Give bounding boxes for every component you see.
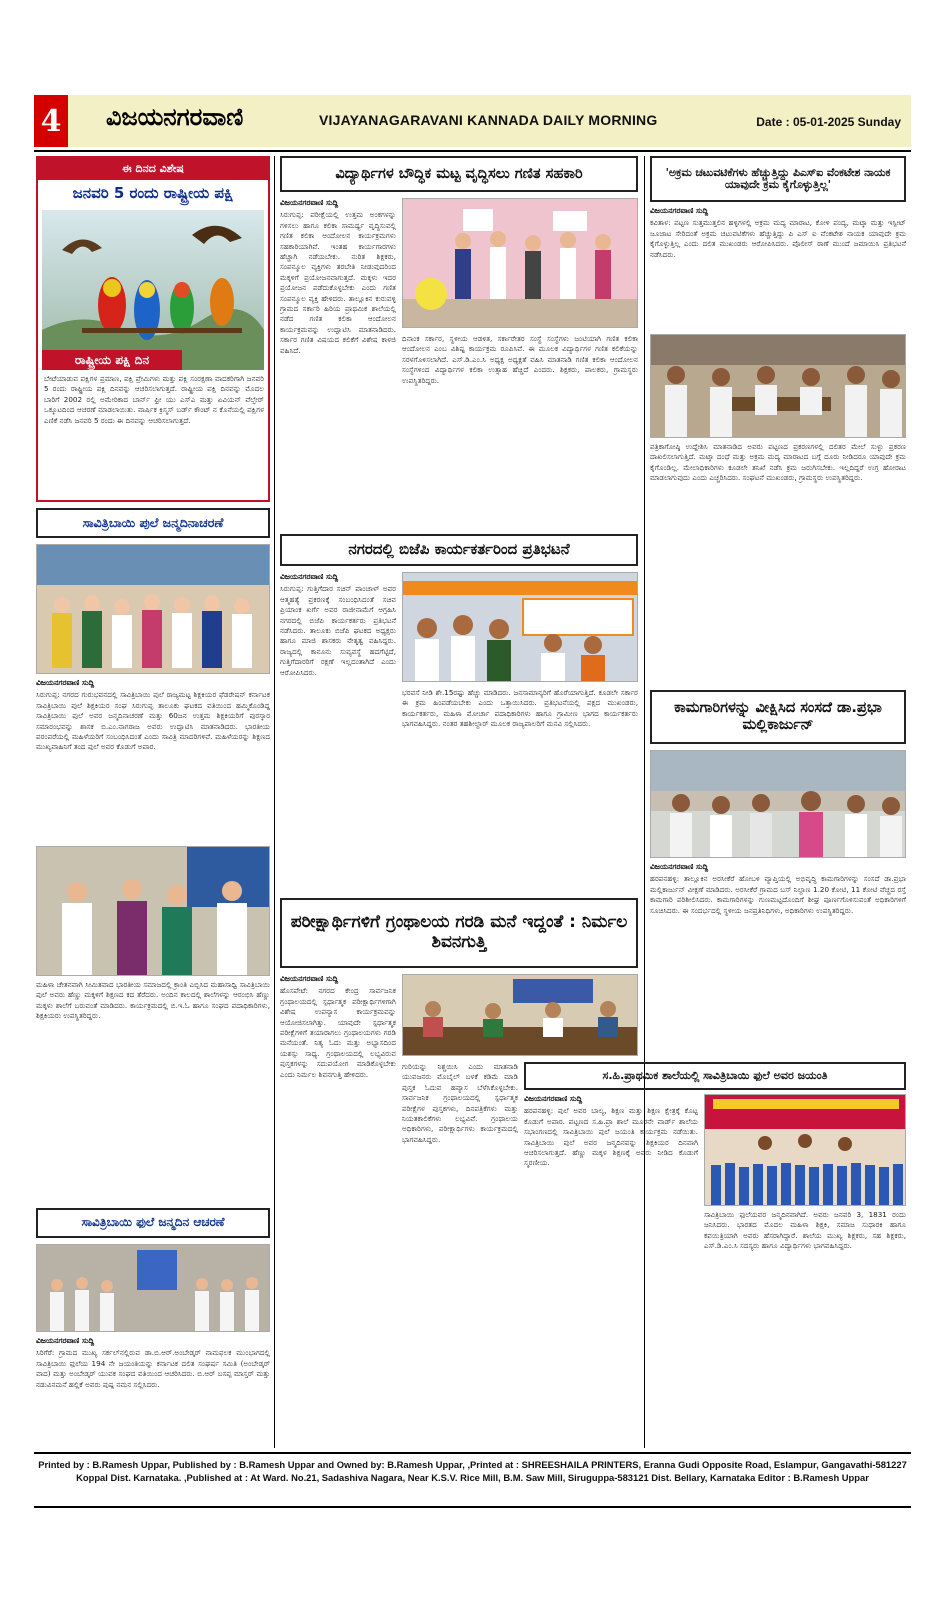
school-body-left — [524, 1094, 698, 1448]
school-text-left: ಹರಪನಹಳ್ಳಿ: ಪುಲೆ ಅವರ ಬಾಲ್ಯ, ಶಿಕ್ಷಣ ಮತ್ತು ಶಿಕ್ಷಣ ಕ್ಷೇತ್ರಕ್ಕೆ ಕೊಟ್ಟ ಕೊಡುಗೆ ಅಪಾರ. ಪಟ್ಟಣದ ಸ.ಹಿ.ಪ್ರಾ ಶಾಲೆ ಮೂರನೇ ವಾರ್ಡ್ ಶಾಲೆಯ ಸಭಾಂಗಣದಲ್ಲಿ ಸಾವಿತ್ರಿಬಾಯಿ ಪುಲೆ ಜಯಂತಿ ಕಾರ್ಯಕ್ರಮ ನಡೆಯಿತು. ಸಾವಿತ್ರಿಬಾಯಿ ಪುಲೆ ಅವರ ಜನ್ಮದಿನವನ್ನು ಶಿಕ್ಷಕಿಯರ ದಿನವಾಗಿ ಆಚರಿಸಲಾಗುತ್ತದೆ. ಹೆಣ್ಣು ಮಕ್ಕಳ ಶಿಕ್ಷಣಕ್ಕೆ ಅವರು ನೀಡಿದ ಕೊಡುಗೆ ಸ್ಮರಣೀಯ. — [524, 1106, 698, 1168]
bjp-text-left: ಸಿರುಗುಪ್ಪ: ಗುತ್ತಿಗೆದಾರ ಸಚಿನ್ ಪಾಂಚಾಳ್ ಅವರ ಆತ್ಮಹತ್ಯೆ ಪ್ರಕರಣಕ್ಕೆ ಸಂಬಂಧಿಸಿದಂತೆ ಸಚಿವ ಪ್ರಿಯಾಂಕ ಖರ್ಗೆ ಅವರ ರಾಜೀನಾಮೆಗೆ ಆಗ್ರಹಿಸಿ ನಗರದಲ್ಲಿ ಬಿಜೆಪಿ ಕಾರ್ಯಕರ್ತರು ಪ್ರತಿಭಟನೆ ನಡೆಸಿದರು. ತಾಲೂಕು ಬಿಜೆಪಿ ಘಟಕದ ಅಧ್ಯಕ್ಷರು ಹಾಗೂ ಮಾಜಿ ಶಾಸಕರು ನೇತೃತ್ವ ವಹಿಸಿದ್ದರು. ರಾಜ್ಯದಲ್ಲಿ ಕಾನೂನು ಸುವ್ಯವಸ್ಥೆ ಹದಗೆಟ್ಟಿದೆ, ಗುತ್ತಿಗೆದಾರರಿಗೆ ರಕ್ಷಣೆ ಇಲ್ಲದಂತಾಗಿದೆ ಎಂದು ಆರೋಪಿಸಿದರು. — [280, 584, 396, 677]
issue-date: Date : 05-01-2025 Sunday — [756, 115, 901, 129]
math-classroom-photo — [402, 198, 638, 328]
bjp-headline: ನಗರದಲ್ಲಿ ಬಿಜೆಪಿ ಕಾರ್ಯಕರ್ತರಿಂದ ಪ್ರತಿಭಟನೆ — [280, 534, 638, 566]
savitribai-body-1-cont: ಮಹಿಳಾ ಚೇತನವಾಗಿ ಸೀಮಿತವಾದ ಭಾರತೀಯ ಸಮಾಜದಲ್ಲಿ ಕ್ರಾಂತಿ ಎಬ್ಬಿಸಿದ ಮಹಾಸಾಧ್ವಿ ಸಾವಿತ್ರಿಬಾಯಿ ಪುಲೆ ಅವರು ಹೆಣ್ಣು ಮಕ್ಕಳಿಗೆ ಶಿಕ್ಷಣದ ಕದ ತೆರೆದರು. ಅಂದಿನ ಕಾಲದಲ್ಲಿ ಶಾಲೆಗಳನ್ನು ಆರಂಭಿಸಿ ಹೆಣ್ಣು ಮಕ್ಕಳು ಶಾಲೆಗೆ ಬರುವಂತೆ ಮಾಡಿದರು. ಕಾರ್ಯಕ್ರಮದಲ್ಲಿ ಬಿ.ಇ.ಓ ಹಾಗೂ ಸಂಘದ ಪದಾಧಿಕಾರಿಗಳು, ಶಿಕ್ಷಕಿಯರು ಉಪಸ್ಥಿತರಿದ್ದರು. — [36, 980, 270, 1021]
special-box — [36, 156, 270, 502]
newspaper-title-kannada: ವಿಜಯನಗರವಾಣಿ — [106, 103, 244, 131]
math-text-left: ಸಿರುಗುಪ್ಪ: ಪರೀಕ್ಷೆಯಲ್ಲಿ ಉತ್ತಮ ಅಂಕಗಳನ್ನು ಗಳಿಸಲು ಹಾಗೂ ಕಲಿಕಾ ಸಾಮರ್ಥ್ಯ ವೃದ್ಧಿಸುವಲ್ಲಿ ಗಣಿತ ಕಲಿಕಾ ಆಂದೋಲನ ಕಾರ್ಯಕ್ರಮಗಳು ಸಹಕಾರಿಯಾಗಿವೆ. ಇಂತಹ ಕಾರ್ಯಗಾರಗಳು ಹೆಚ್ಚಾಗಿ ನಡೆಯಬೇಕು. ನುರಿತ ಶಿಕ್ಷಕರು, ಸಂಪನ್ಮೂಲ ವ್ಯಕ್ತಿಗಳು ತರಬೇತಿ ನೀಡುವುದರಿಂದ ಮಕ್ಕಳಿಗೆ ಪ್ರಯೋಜನವಾಗುತ್ತದೆ. ಮಕ್ಕಳು ಇದರ ಪ್ರಯೋಜನ ಪಡೆದುಕೊಳ್ಳಬೇಕು ಎಂದು ಗಣಿತ ಸಂಪನ್ಮೂಲ ವ್ಯಕ್ತಿ ಹೇಳಿದರು. ತಾಲ್ಲೂಕಿನ ಕುರುವಳ್ಳಿ ಗ್ರಾಮದ ಸರ್ಕಾರಿ ಹಿರಿಯ ಪ್ರಾಥಮಿಕ ಶಾಲೆಯಲ್ಲಿ ನಡೆದ ಗಣಿತ ಕಲಿಕಾ ಆಂದೋಲನ ಕಾರ್ಯಕ್ರಮವನ್ನು ಉದ್ಘಾಟಿಸಿ ಮಾತನಾಡಿದರು. ಸರ್ಕಾರ ಗಣಿತ ವಿಷಯದ ಕಲಿಕೆಗೆ ವಿಶೇಷ ಕಾಳಜಿ ವಹಿಸಿದೆ. — [280, 210, 396, 355]
school-body-right: ಸಾವಿತ್ರಿಬಾಯಿ ಫುಲೆಯವರ ಜನ್ಮದಿನವಾಗಿದೆ. ಅವರು ಜನವರಿ 3, 1831 ರಂದು ಜನಿಸಿದರು. ಭಾರತದ ಮೊದಲ ಮಹಿಳಾ ಶಿಕ್ಷಕಿ, ಸಮಾಜ ಸುಧಾರಕಿ ಹಾಗೂ ಕವಯಿತ್ರಿಯಾಗಿ ಅವರು ಹೆಸರಾಗಿದ್ದಾರೆ. ಶಾಲೆಯ ಮುಖ್ಯ ಶಿಕ್ಷಕರು, ಸಹ ಶಿಕ್ಷಕರು, ಎಸ್.ಡಿ.ಎಂ.ಸಿ ಸದಸ್ಯರು ಹಾಗೂ ವಿದ್ಯಾರ್ಥಿಗಳು ಭಾಗವಹಿಸಿದ್ದರು. — [704, 1210, 906, 1251]
footer-rule-bottom — [34, 1506, 911, 1508]
library-text-left: ಹೊಸಪೇಟೆ: ನಗರದ ಕೇಂದ್ರ ಸಾರ್ವಜನಿಕ ಗ್ರಂಥಾಲಯದಲ್ಲಿ ಸ್ಪರ್ಧಾತ್ಮಕ ಪರೀಕ್ಷಾರ್ಥಿಗಳಿಗಾಗಿ ವಿಶೇಷ ಉಪನ್ಯಾಸ ಕಾರ್ಯಕ್ರಮವನ್ನು ಆಯೋಜಿಸಲಾಗಿತ್ತು. ಯಾವುದೇ ಸ್ಪರ್ಧಾತ್ಮಕ ಪರೀಕ್ಷೆಗಳಿಗೆ ತಯಾರಾಗಲು ಗ್ರಂಥಾಲಯಗಳು ಗರಡಿ ಮನೆಯಂತೆ. ನಿತ್ಯ ಓದು ಮತ್ತು ಅಭ್ಯಾಸದಿಂದ ಯಶಸ್ಸು ಸಾಧ್ಯ. ಗ್ರಂಥಾಲಯದಲ್ಲಿ ಲಭ್ಯವಿರುವ ಪುಸ್ತಕಗಳನ್ನು ಸದುಪಯೋಗ ಮಾಡಿಕೊಳ್ಳಬೇಕು ಎಂದು ನಿರ್ಮಲ ಶಿವನಗುತ್ತಿ ಹೇಳಿದರು. — [280, 986, 396, 1079]
savitribai-text-2: ಸಿರಿಗೆರೆ: ಗ್ರಾಮದ ಮುಖ್ಯ ಸರ್ಕಲ್‌ನಲ್ಲಿರುವ ಡಾ.ಬಿ.ಆರ್.ಅಂಬೇಡ್ಕರ್ ನಾಮಫಲಕ ಮುಂಭಾಗದಲ್ಲಿ ಸಾವಿತ್ರಿಬಾಯಿ ಫುಲೆಯ 194 ನೇ ಜಯಂತಿಯನ್ನು ಕರ್ನಾಟಕ ದಲಿತ ಸಂಘರ್ಷ ಸಮಿತಿ (ಅಂಬೇಡ್ಕರ್ ವಾದ) ಮತ್ತು ಅಂಬೇಡ್ಕರ್ ಯುವಕ ಸಂಘದ ವತಿಯಿಂದ ಆಚರಿಸಿದರು. ಬಿ.ಆರ್ ಬಸಪ್ಪ ಮಾಸ್ತರ್ ಮತ್ತು ನಡುವಿನಮನೆ ಹಲ್ಲಿಕೆ ಅವರು ಪುಷ್ಪ ನಮನ ಸಲ್ಲಿಸಿದರು. — [36, 1348, 270, 1389]
mp-body — [650, 862, 906, 1056]
footer-rule-top — [34, 1452, 911, 1454]
mp-text: ಹರಪನಹಳ್ಳಿ: ತಾಲ್ಲೂಕಿನ ಅರಸೀಕೆರೆ ಹೋಬಳಿ ವ್ಯಾಪ್ತಿಯಲ್ಲಿ ಅಭಿವೃದ್ಧಿ ಕಾಮಗಾರಿಗಳನ್ನು ಸಂಸದೆ ಡಾ.ಪ್ರಭಾ ಮಲ್ಲಿಕಾರ್ಜುನ್ ವೀಕ್ಷಣೆ ಮಾಡಿದರು. ಅರಸೀಕೆರೆ ಗ್ರಾಮದ ಬಸ್ ನಿಲ್ದಾಣ 1.20 ಕೋಟಿ, 11 ಕೋಟಿ ವೆಚ್ಚದ ರಸ್ತೆ ಕಾಮಗಾರಿ ಪರಿಶೀಲಿಸಿದರು. ಕಾಮಗಾರಿಗಳನ್ನು ಗುಣಮಟ್ಟದೊಂದಿಗೆ ಶೀಘ್ರ ಪೂರ್ಣಗೊಳಿಸುವಂತೆ ಅಧಿಕಾರಿಗಳಿಗೆ ಸೂಚಿಸಿದರು. ಈ ಸಂದರ್ಭದಲ್ಲಿ ಸ್ಥಳೀಯ ಜನಪ್ರತಿನಿಧಿಗಳು, ಅಧಿಕಾರಿಗಳು ಉಪಸ್ಥಿತರಿದ್ದರು. — [650, 874, 906, 915]
special-body: ಬೇಟೆಯಾಡುವ ಪಕ್ಷಿಗಳ ಪ್ರಮಾಣ, ಪಕ್ಷಿ ಪ್ರೇಮಿಗಳು ಮತ್ತು ಪಕ್ಷಿ ಸಂರಕ್ಷಣಾ ವಾದಕರಿಗಾಗಿ ಜನವರಿ 5 ರಂದು ರಾಷ್ಟ್ರೀಯ ಪಕ್ಷಿ ದಿನವನ್ನು ಆಚರಿಸಲಾಗುತ್ತದೆ. ರಾಷ್ಟ್ರೀಯ ಪಕ್ಷಿ ದಿನವನ್ನು ಮೊದಲ ಬಾರಿಗೆ 2002 ರಲ್ಲಿ ಅಮೇರಿಕಾದ ಬಾರ್ನ್ ಫ್ರೀ ಯು ಎಸ್ಎ ಮತ್ತು ಏವಿಯನ್ ವೆಲ್ಫೇರ್ ಒಕ್ಕೂಟದಿಂದ ಆಚರಣೆ ಮಾಡಲಾಯಿತು. ವಾರ್ಷಿಕ ಕ್ರಿಸ್ಮಸ್ ಬರ್ಡ್ ಕೌಂಟ್ ನ ಕೊನೆಯಲ್ಲಿ ಪಕ್ಷಿಗಳ ಎಣಿಕೆ ನಡೆಸಿ ಜನವರಿ 5 ರಂದು ಈ ದಿನವನ್ನು ಆಚರಿಸಲಾಗುತ್ತದೆ. — [44, 374, 264, 425]
special-label: ಈ ದಿನದ ವಿಶೇಷ — [38, 158, 268, 180]
akrama-body-top — [650, 206, 906, 330]
parrots-eagles-photo — [42, 210, 264, 370]
newspaper-title-english: VIJAYANAGARAVANI KANNADA DAILY MORNING — [319, 112, 658, 128]
math-byline: ವಿಜಯನಗರವಾಣಿ ಸುದ್ದಿ — [280, 198, 339, 207]
akrama-headline: 'ಅಕ್ರಮ ಚಟುವಟಿಕೆಗಳು ಹೆಚ್ಚುತ್ತಿದ್ದು ಪಿಎಸ್ಐ ವೆಂಕಟೇಶ ನಾಯಕ ಯಾವುದೇ ಕ್ರಮ ಕೈಗೊಳ್ಳುತ್ತಿಲ್ಲ' — [650, 156, 906, 202]
bjp-body-left — [280, 572, 396, 892]
math-body-left — [280, 198, 396, 528]
library-body-left — [280, 974, 396, 1448]
akrama-press-meet-photo — [650, 334, 906, 438]
page-number: 4 — [34, 95, 68, 147]
masthead — [34, 95, 911, 147]
akrama-text-top: ಕವಿತಾಳ: ಪಟ್ಟಣ ಸುತ್ತಮುತ್ತಲಿನ ಹಳ್ಳಿಗಳಲ್ಲಿ ಅಕ್ರಮ ಮದ್ಯ ಮಾರಾಟ, ಕೋಳಿ ಪಂದ್ಯ, ಮಟ್ಕಾ ಮತ್ತು ಇಸ್ಪೀಟ್ ಜೂಜಾಟ ಸೇರಿದಂತೆ ಅಕ್ರಮ ಚಟುವಟಿಕೆಗಳು ಹೆಚ್ಚುತ್ತಿದ್ದು ಪಿ ಎಸ್ ಐ ವೆಂಕಟೇಶ ನಾಯಕ ಯಾವುದೇ ಕ್ರಮ ಕೈಗೊಳ್ಳುತ್ತಿಲ್ಲ ಎಂದು ದಲಿತ ಮುಖಂಡರು ಆರೋಪಿಸಿದರು. ಪೊಲೀಸ್ ಠಾಣೆ ಮುಂದೆ ಜಮಾಯಿಸಿ ಪ್ರತಿಭಟನೆ ನಡೆಸಿದರು. — [650, 218, 906, 259]
library-byline: ವಿಜಯನಗರವಾಣಿ ಸುದ್ದಿ — [280, 974, 339, 983]
math-headline: ವಿದ್ಯಾರ್ಥಿಗಳ ಬೌದ್ಧಿಕ ಮಟ್ಟ ವೃದ್ಧಿಸಲು ಗಣಿತ ಸಹಕಾರಿ — [280, 156, 638, 192]
savitribai-body-1 — [36, 678, 270, 842]
column-rule-1 — [274, 156, 275, 1448]
math-body-right: ದಿನಾಂಕ ಸರ್ಕಾರ, ಸ್ಥಳೀಯ ಆಡಳಿತ, ಸರ್ಕಾರೇತರ ಸಂಸ್ಥೆ ಸಂಸ್ಥೆಗಳು ಜಂಟಿಯಾಗಿ ಗಣಿತ ಕಲಿಕಾ ಆಂದೋಲನ ಎಂಬ ವಿಶಿಷ್ಟ ಕಾರ್ಯಕ್ರಮ ರೂಪಿಸಿವೆ. ಈ ಮೂಲಕ ವಿದ್ಯಾರ್ಥಿಗಳ ಗಣಿತ ಕಲಿಕೆಯನ್ನು ಸರಳಗೊಳಿಸಲಾಗಿದೆ. ಎಸ್.ಡಿ.ಎಂ.ಸಿ ಅಧ್ಯಕ್ಷ ಅಧ್ಯಕ್ಷತೆ ವಹಿಸಿ ಮಾತನಾಡಿ ಗಣಿತ ಕಲಿಕಾ ಆಂದೋಲನ ಸಂಸ್ಥೆಗಳಿಂದ ವಿದ್ಯಾರ್ಥಿಗಳ ಕಲಿಕಾ ಉತ್ಸಾಹ ಹೆಚ್ಚಿದೆ ಎಂದರು. ಶಿಕ್ಷಕರು, ಪಾಲಕರು, ಗ್ರಾಮಸ್ಥರು ಉಪಸ್ಥಿತರಿದ್ದರು. — [402, 334, 638, 385]
savitribai-event-photo-2 — [36, 846, 270, 976]
savitribai-byline-1: ವಿಜಯನಗರವಾಣಿ ಸುದ್ದಿ — [36, 678, 95, 687]
bjp-body-right: ಭರವಸೆ ನೀಡಿ ಶೇ.15ರಷ್ಟು ಹೆಚ್ಚು ಮಾಡಿದರು. ಜನಸಾಮಾನ್ಯರಿಗೆ ಹೊರೆಯಾಗುತ್ತಿದೆ. ಕೂಡಲೇ ಸರ್ಕಾರ ಈ ಕ್ರಮ ಹಿಂಪಡೆಯಬೇಕು ಎಂದು ಒತ್ತಾಯಿಸಿದರು. ಪ್ರತಿಭಟನೆಯಲ್ಲಿ ಪಕ್ಷದ ಮುಖಂಡರು, ಕಾರ್ಯಕರ್ತರು, ಮಹಿಳಾ ಮೋರ್ಚಾ ಪದಾಧಿಕಾರಿಗಳು ಹಾಗೂ ಗ್ರಾಮೀಣ ಭಾಗದ ಕಾರ್ಯಕರ್ತರು ಭಾಗವಹಿಸಿದ್ದರು. ನಂತರ ತಹಶೀಲ್ದಾರ್ ಮೂಲಕ ರಾಜ್ಯಪಾಲರಿಗೆ ಮನವಿ ಸಲ್ಲಿಸಿದರು. — [402, 688, 638, 729]
bird-day-caption: ರಾಷ್ಟ್ರೀಯ ಪಕ್ಷಿ ದಿನ — [42, 350, 182, 370]
library-lecture-photo — [402, 974, 638, 1056]
mp-inspection-photo — [650, 750, 906, 858]
mp-byline: ವಿಜಯನಗರವಾಣಿ ಸುದ್ದಿ — [650, 862, 709, 871]
mp-headline: ಕಾಮಗಾರಿಗಳನ್ನು ವೀಕ್ಷಿಸಿದ ಸಂಸದೆ ಡಾ.ಪ್ರಭಾ ಮಲ್ಲಿಕಾರ್ಜುನ್ — [650, 690, 906, 744]
savitribai-body-2 — [36, 1336, 270, 1448]
savitribai-byline-2: ವಿಜಯನಗರವಾಣಿ ಸುದ್ದಿ — [36, 1336, 95, 1345]
savitribai-text-1: ಸಿರುಗುಪ್ಪ: ನಗರದ ಗುರುಭವನದಲ್ಲಿ ಸಾವಿತ್ರಿಬಾಯಿ ಪುಲೆ ರಾಜ್ಯಮಟ್ಟ ಶಿಕ್ಷಕಿಯರ ಫೆಡರೇಷನ್ ಕರ್ನಾಟಕ ಸಾವಿತ್ರಿಬಾಯಿ ಪುಲೆ ಶಿಕ್ಷಕಿಯರ ಸಂಘ ಸಿರುಗುಪ್ಪ ತಾಲೂಕು ಘಟಕದ ವತಿಯಿಂದ ಹಮ್ಮಿಕೊಂಡಿದ್ದ ಸಾವಿತ್ರಿಬಾಯಿ ಪುಲೆ ಅವರ ಜನ್ಮದಿನಾಚರಣೆ ಮತ್ತು 60ಜನ ಉತ್ತಮ ಶಿಕ್ಷಕಿಯರಿಗೆ ಪುರಸ್ಕಾರ ಸಮಾರಂಭವನ್ನು ಶಾಸಕ ಬಿ.ಎಂ.ನಾಗರಾಜ ಅವರು ಉದ್ಘಾಟಿಸಿ ಮಾತನಾಡಿದರು. ಭಾರತೀಯ ಪರಂಪರೆಯಲ್ಲಿ ಮಹಿಳೆಯರಿಗೆ ಸಂಬಂಧಿಸಿದಂತೆ ಎಂದು ಸಾವಿತ್ರಿ ಮಾದರಿಗಳಿವೆ. ಮಹಿಳೆಯರನ್ನು ಶಿಕ್ಷಣದ ಮುಖ್ಯವಾಹಿನಿಗೆ ತಂದ ಪುಲೆ ಅವರ ಕೊಡುಗೆ ಅಪಾರ. — [36, 690, 270, 752]
akrama-byline: ವಿಜಯನಗರವಾಣಿ ಸುದ್ದಿ — [650, 206, 709, 215]
school-byline: ವಿಜಯನಗರವಾಣಿ ಸುದ್ದಿ — [524, 1094, 583, 1103]
savitribai-headline-1: ಸಾವಿತ್ರಿಬಾಯಿ ಪುಲೆ ಜನ್ಮದಿನಾಚರಣೆ — [36, 508, 270, 538]
library-body-right: ಗುರಿಯನ್ನು ನಿಶ್ಚಯಿಸಿ ಎಂದು ಮಾತನಾಡಿ ಯುವಜನರು ಮೊಬೈಲ್ ಬಳಕೆ ಕಡಿಮೆ ಮಾಡಿ ಪುಸ್ತಕ ಓದುವ ಹವ್ಯಾಸ ಬೆಳೆಸಿಕೊಳ್ಳಬೇಕು. ಸಾರ್ವಜನಿಕ ಗ್ರಂಥಾಲಯದಲ್ಲಿ ಸ್ಪರ್ಧಾತ್ಮಕ ಪರೀಕ್ಷೆಗಳ ಪುಸ್ತಕಗಳು, ದಿನಪತ್ರಿಕೆಗಳು ಮತ್ತು ನಿಯತಕಾಲಿಕೆಗಳು ಲಭ್ಯವಿವೆ. ಗ್ರಂಥಾಲಯ ಅಧಿಕಾರಿಗಳು, ಪರೀಕ್ಷಾರ್ಥಿಗಳು ಕಾರ್ಯಕ್ರಮದಲ್ಲಿ ಭಾಗವಹಿಸಿದ್ದರು. — [402, 1062, 518, 1144]
footer-imprint: Printed by : B.Ramesh Uppar, Published by : B.Ramesh Uppar and Owned by: B.Ramesh Uppar, ,Printed at : SHREESHAILA PRINTERS, Eranna Gudi Opposite Road, Eslampur, Gangavathi-581227 Koppal Dist. Karnataka. ,Published at : At Ward. No.21, Sadashiva Nagara, Near K.S.V. Rice Mill, B.M. Saw Mill, Siruguppa-583121 Dist. Bellary, Karnataka Editor : B.Ramesh Uppar — [38, 1459, 907, 1483]
bjp-protest-photo — [402, 572, 638, 682]
special-headline: ಜನವರಿ 5 ರಂದು ರಾಷ್ಟ್ರೀಯ ಪಕ್ಷಿ — [72, 184, 234, 202]
akrama-body-bottom: ಪತ್ರಿಕಾಗೋಷ್ಠಿ ಉದ್ದೇಶಿಸಿ ಮಾತನಾಡಿದ ಅವರು ಪಟ್ಟಣದ ಪ್ರಕರಣಗಳಲ್ಲಿ ದಲಿತರ ಮೇಲೆ ಸುಳ್ಳು ಪ್ರಕರಣ ದಾಖಲಿಸಲಾಗುತ್ತಿದೆ. ಮಟ್ಕಾ ದಂಧೆ ಮತ್ತು ಅಕ್ರಮ ಮದ್ಯ ಮಾರಾಟದ ಬಗ್ಗೆ ದೂರು ನೀಡಿದರೂ ಯಾವುದೇ ಕ್ರಮ ಕೈಗೊಂಡಿಲ್ಲ. ಮೇಲಾಧಿಕಾರಿಗಳು ಕೂಡಲೇ ತನಿಖೆ ನಡೆಸಿ ಕ್ರಮ ಜರುಗಿಸಬೇಕು. ಇಲ್ಲದಿದ್ದರೆ ಉಗ್ರ ಹೋರಾಟ ಮಾಡಲಾಗುವುದು ಎಂದು ಎಚ್ಚರಿಸಿದರು. ಸಂಘಟನೆ ಮುಖಂಡರು, ಗ್ರಾಮಸ್ಥರು ಉಪಸ್ಥಿತರಿದ್ದರು. — [650, 442, 906, 483]
savitribai-event-photo-3 — [36, 1244, 270, 1332]
library-headline: ಪರೀಕ್ಷಾರ್ಥಿಗಳಿಗೆ ಗ್ರಂಥಾಲಯ ಗರಡಿ ಮನೆ ಇದ್ದಂತೆ : ನಿರ್ಮಲ ಶಿವನಗುತ್ತಿ — [280, 898, 638, 968]
savitribai-headline-2: ಸಾವಿತ್ರಿಬಾಯಿ ಫುಲೆ ಜನ್ಮದಿನ ಆಚರಣೆ — [36, 1208, 270, 1238]
school-headline: ಸ.ಹಿ.ಪ್ರಾಥಮಿಕ ಶಾಲೆಯಲ್ಲಿ ಸಾವಿತ್ರಿಬಾಯಿ ಫುಲೆ ಅವರ ಜಯಂತಿ — [524, 1062, 906, 1090]
masthead-rule — [34, 150, 911, 152]
bjp-byline: ವಿಜಯನಗರವಾಣಿ ಸುದ್ದಿ — [280, 572, 339, 581]
school-celebration-photo — [704, 1094, 906, 1206]
savitribai-event-photo-1 — [36, 544, 270, 674]
